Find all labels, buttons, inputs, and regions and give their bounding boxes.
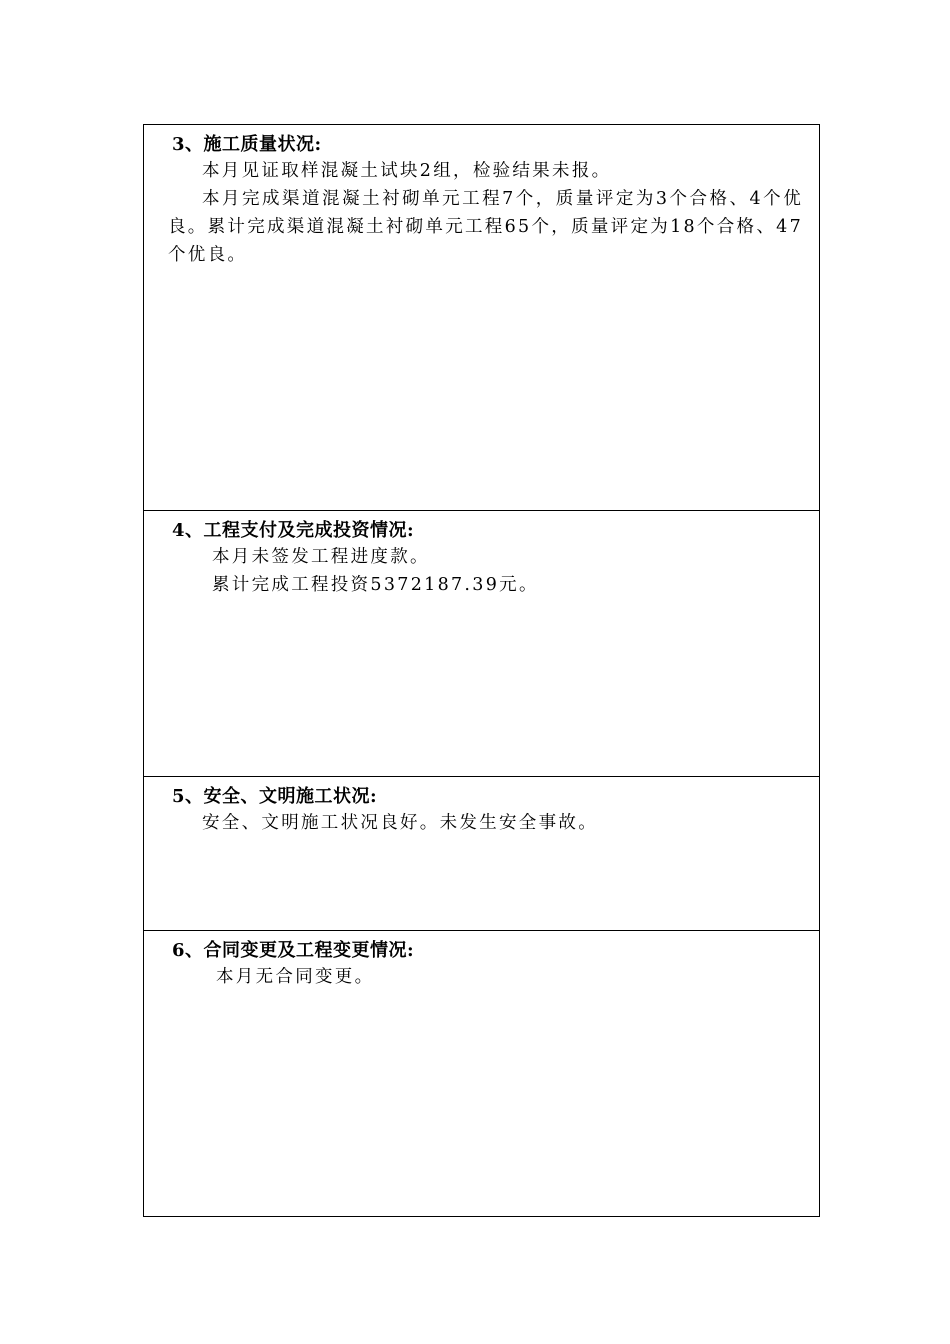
paragraph-safety-status: 安全、文明施工状况良好。未发生安全事故。 bbox=[202, 813, 598, 833]
paragraph-sample-test: 本月见证取样混凝土试块2组，检验结果未报。 bbox=[202, 161, 612, 181]
paragraph-contract-change: 本月无合同变更。 bbox=[216, 967, 375, 987]
section-heading: 4、工程支付及完成投资情况: bbox=[172, 520, 415, 541]
section-contract-changes bbox=[144, 930, 819, 1216]
section-heading: 3、施工质量状况: bbox=[172, 134, 322, 155]
section-safety bbox=[144, 776, 819, 930]
section-construction-quality bbox=[144, 125, 819, 510]
section-heading: 6、合同变更及工程变更情况: bbox=[172, 940, 415, 961]
section-heading: 5、安全、文明施工状况: bbox=[172, 786, 378, 807]
paragraph-payment: 本月未签发工程进度款。 bbox=[212, 547, 430, 567]
section-payment-investment bbox=[144, 510, 819, 776]
report-table bbox=[143, 124, 820, 1217]
paragraph-unit-quality: 本月完成渠道混凝土衬砌单元工程7个，质量评定为3个合格、4个优良。累计完成渠道混凝土衬砌单元工程65个，质量评定为18个合格、47个优良。 bbox=[168, 189, 804, 265]
paragraph-investment-total: 累计完成工程投资5372187.39元。 bbox=[212, 575, 539, 595]
